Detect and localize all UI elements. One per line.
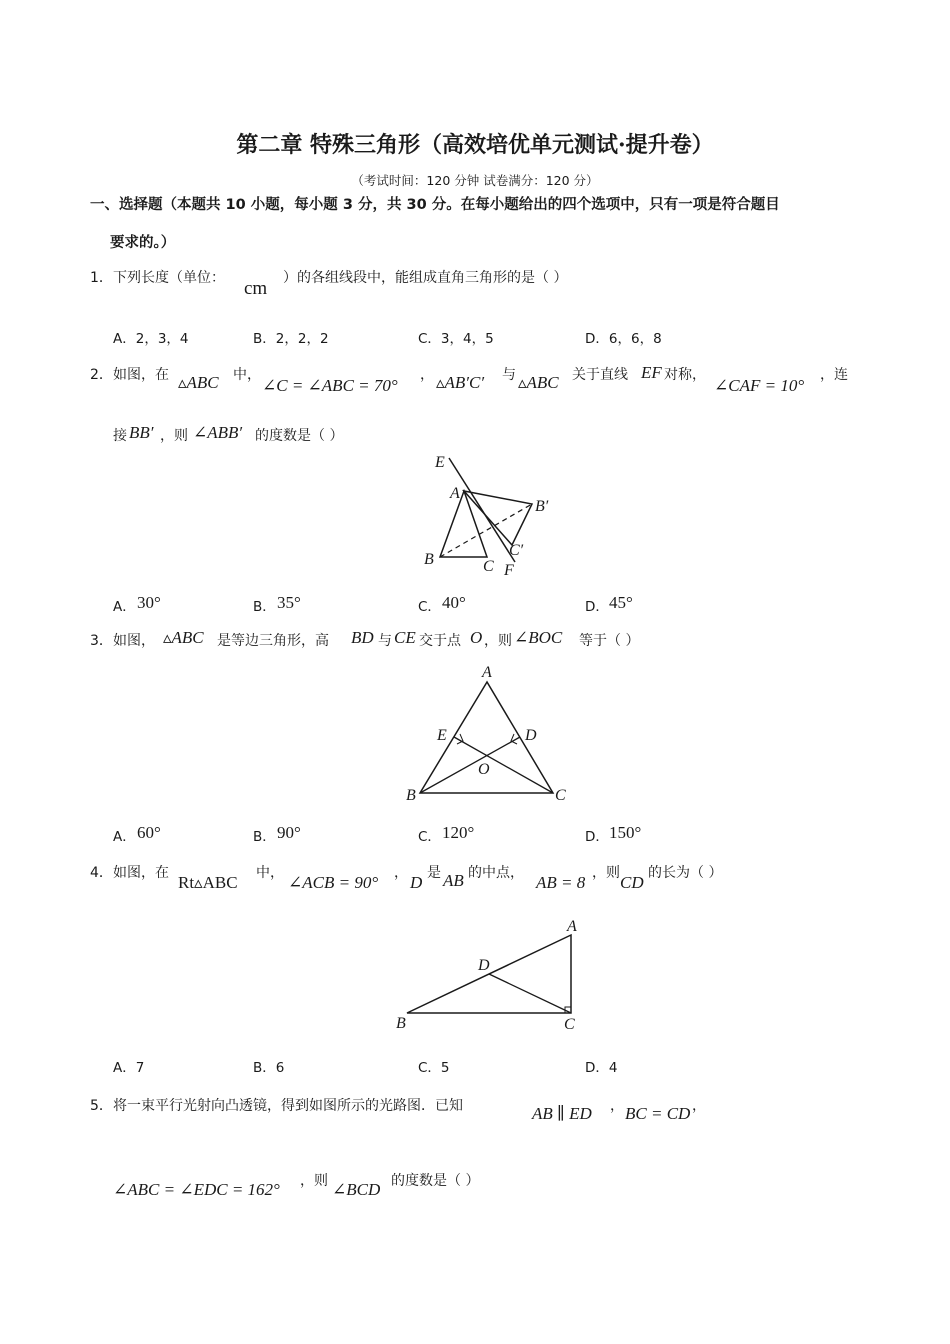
question-text: 将一束平行光射向凸透镜，得到如图所示的光路图．已知 [113,1098,463,1114]
math-parallel: AB ∥ ED [532,1104,592,1123]
question-number: 4． [90,865,113,881]
question-text: 接 [113,428,127,444]
option-a-letter[interactable]: A． [113,829,136,845]
question-text: ，则 [484,633,512,649]
question-text: ， [610,1098,624,1114]
label-f: F [504,562,514,579]
option-b-value[interactable]: 35° [277,593,301,612]
option-d-value[interactable]: 150° [609,823,642,842]
math-point-o: O [470,628,483,647]
question-text: ， [692,1098,706,1114]
question-text: 关于直线 [572,367,628,383]
question-text: 如图， [113,633,155,649]
question-text: ，连 [820,367,848,383]
label-b-prime: B′ [535,498,549,515]
option-a-value[interactable]: 60° [137,823,161,842]
math-point-d: D [410,873,423,892]
label-c-prime: C′ [509,542,524,559]
question-number: 2． [90,367,113,383]
question-text: ，则 [300,1173,328,1189]
question-text: 是等边三角形，高 [217,633,329,649]
question-text: 如图，在 [113,865,169,881]
label-a: A [567,918,577,935]
label-c: C [564,1016,575,1033]
option-b-letter[interactable]: B． [253,829,276,845]
figure-q3 [400,658,580,808]
label-c: C [483,558,494,575]
math-triangle-abc: ▵ABC [178,373,219,392]
math-ab-length: AB = 8 [536,873,586,892]
question-text: 与 [378,633,392,649]
option-c-value[interactable]: 40° [442,593,466,612]
option-d-value[interactable]: 45° [609,593,633,612]
math-segment-cd: CD [620,873,644,892]
question-text: 中， [256,865,284,881]
option-d-letter[interactable]: D． [585,829,609,845]
option-a-letter[interactable]: A． [113,599,136,615]
math-angle-boc: ∠BOC [514,628,563,647]
option-b-letter[interactable]: B． [253,599,276,615]
option-b-value[interactable]: 90° [277,823,301,842]
exam-info: （考试时间：120 分钟 试卷满分：120 分） [351,173,599,188]
question-text: ，则 [592,865,620,881]
option-a-value[interactable]: 30° [137,593,161,612]
question-text-cont: ）的各组线段中，能组成直角三角形的是（ ） [283,270,568,286]
question-text: 等于（ ） [579,633,640,649]
math-bc-cd: BC = CD [625,1104,691,1123]
label-d: D [525,727,537,744]
question-text: ， [394,865,408,881]
math-segment-ce: CE [394,628,416,647]
question-text: 的度数是（ ） [391,1173,480,1189]
label-b: B [396,1015,406,1032]
math-right-triangle: Rt▵ABC [178,873,238,892]
section-heading: 一、选择题（本题共 10 小题，每小题 3 分，共 30 分。在每小题给出的四个选项中，只有一项是符合题目 [90,197,780,213]
median-cd [489,974,571,1013]
triangle-abc [440,491,487,557]
option-c[interactable]: C．3，4，5 [418,331,494,347]
option-c-letter[interactable]: C． [418,599,441,615]
label-e: E [435,454,445,471]
unit: cm [244,278,268,299]
question-text: 的中点， [468,865,524,881]
math-angle-equation: ∠C = ∠ABC = 70° [262,376,398,395]
math-segment-ab: AB [443,871,464,890]
question-text: 是 [427,865,441,881]
math-segment-bb: BB′ [129,423,154,442]
question-text: 对称， [664,367,706,383]
question-number: 3． [90,633,113,649]
math-angle-abb: ∠ABB′ [193,423,243,442]
question-text: ， [420,367,434,383]
math-triangle-abc: ▵ABC [163,628,204,647]
page-title: 第二章 特殊三角形（高效培优单元测试·提升卷） [236,132,714,158]
figure-q2 [400,445,570,585]
label-e: E [437,727,447,744]
math-triangle-abc: ▵ABC [518,373,559,392]
option-a[interactable]: A．7 [113,1060,145,1076]
question-text: 下列长度（单位： [113,270,225,286]
math-segment-bd: BD [351,628,374,647]
option-c-value[interactable]: 120° [442,823,475,842]
math-line-ef: EF [641,363,662,382]
option-b[interactable]: B．2，2，2 [253,331,329,347]
math-angle-acb: ∠ACB = 90° [288,873,379,892]
question-text: 中， [233,367,261,383]
label-c: C [555,787,566,804]
option-c[interactable]: C．5 [418,1060,450,1076]
option-d[interactable]: D．6，6，8 [585,331,662,347]
option-d[interactable]: D．4 [585,1060,618,1076]
question-text: 与 [502,367,516,383]
question-text: 交于点 [419,633,461,649]
option-c-letter[interactable]: C． [418,829,441,845]
option-d-letter[interactable]: D． [585,599,609,615]
label-a: A [482,664,492,681]
label-a: A [450,485,460,502]
math-triangle-prime: ▵AB′C′ [436,373,485,392]
label-o: O [478,761,490,778]
question-text: 如图，在 [113,367,169,383]
section-heading-cont: 要求的。） [110,235,176,251]
question-text: ，则 [160,428,188,444]
math-angle-equation: ∠ABC = ∠EDC = 162° [113,1180,280,1199]
option-b[interactable]: B．6 [253,1060,285,1076]
question-number: 5． [90,1098,113,1114]
figure-q4 [390,912,590,1037]
option-a[interactable]: A．2，3，4 [113,331,189,347]
question-number: 1． [90,270,113,286]
label-b: B [406,787,416,804]
math-angle-bcd: ∠BCD [332,1180,381,1199]
label-b: B [424,551,434,568]
label-d: D [478,957,490,974]
math-angle-caf: ∠CAF = 10° [714,376,805,395]
question-text: 的长为（ ） [648,865,723,881]
question-text: 的度数是（ ） [255,428,344,444]
